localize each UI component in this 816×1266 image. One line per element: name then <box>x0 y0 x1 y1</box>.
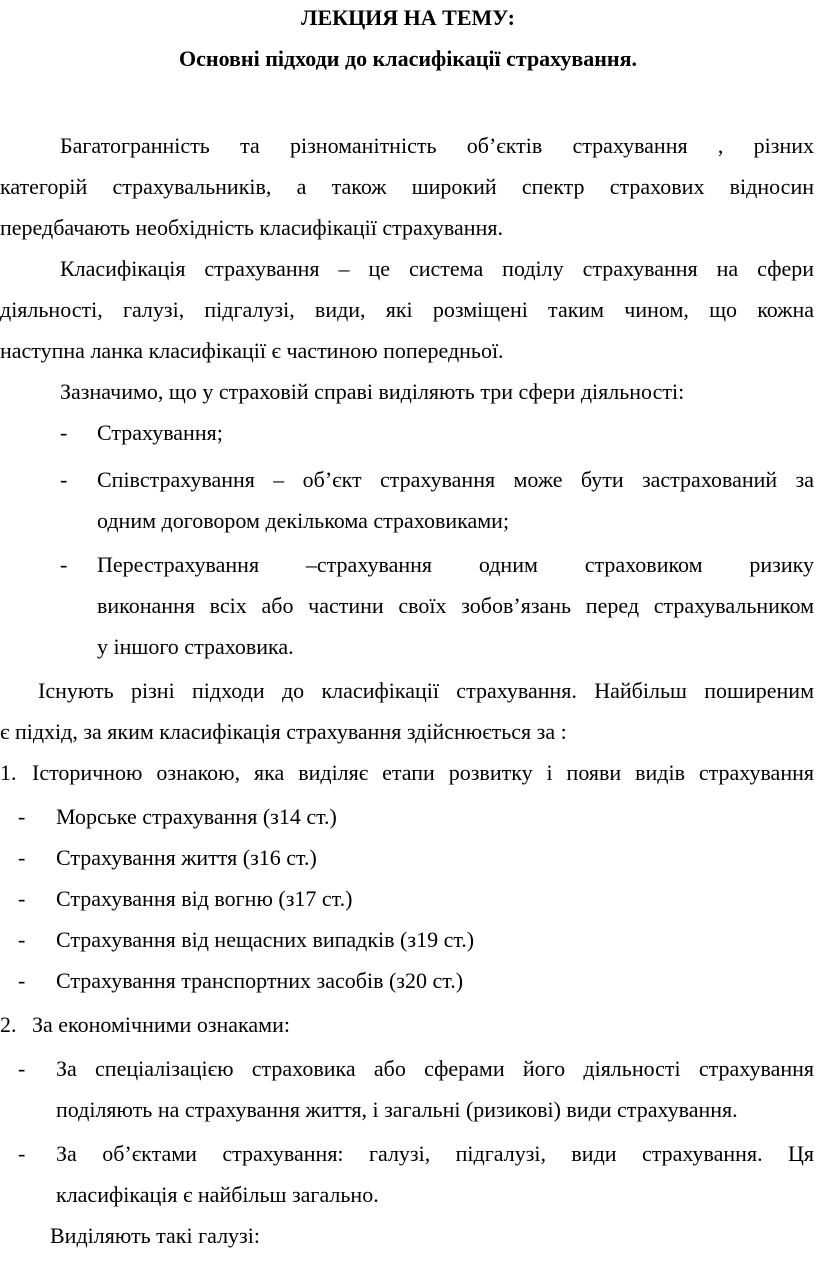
list-dash: - <box>18 804 26 829</box>
sphere-item-coinsurance-line-2: одним договором декількома страховиками; <box>97 508 510 533</box>
lecture-subtitle: Основні підходи до класифікації страхування. <box>179 46 637 71</box>
history-item-life: Страхування життя (з16 ст.) <box>56 845 317 870</box>
sphere-item-insurance: Страхування; <box>97 420 223 445</box>
sphere-item-reinsurance-line-2: виконання всіх або частини своїх зобов’язань перед страхувальником <box>97 593 814 618</box>
approaches-line-2: є підхід, за яким класифікація страхування здійснюється за : <box>0 719 567 744</box>
history-item-fire: Страхування від вогню (з17 ст.) <box>56 886 353 911</box>
lecture-title: ЛЕКЦИЯ НА ТЕМУ: <box>301 5 515 30</box>
sphere-item-coinsurance-line-1: Співстрахування – об’єкт страхування може бути застрахований за <box>97 467 814 492</box>
economic-item-objects-line-2: класифікація є найбільш загально. <box>56 1182 379 1207</box>
list-dash: - <box>60 420 68 445</box>
list-dash: - <box>18 1056 26 1081</box>
paragraph-3: Зазначимо, що у страховій справі виділяють три сфери діяльності: <box>60 379 685 404</box>
paragraph-1-line-2: категорій страхувальників, а також широкий спектр страхових відносин <box>0 174 814 199</box>
economic-item-specialization-line-2: поділяють на страхування життя, і загальні (ризикові) види страхування. <box>56 1097 738 1122</box>
history-item-accident: Страхування від нещасних випадків (з19 ст.) <box>56 927 475 952</box>
economic-item-objects-line-1: За об’єктами страхування: галузі, підгалузі, види страхування. Ця <box>56 1141 814 1166</box>
section-1-heading: Історичною ознакою, яка виділяє етапи розвитку і появи видів страхування <box>32 760 814 785</box>
paragraph-1-line-3: передбачають необхідність класифікації страхування. <box>0 215 503 240</box>
paragraph-2-line-2: діяльності, галузі, підгалузі, види, які розміщені таким чином, що кожна <box>0 297 814 322</box>
sphere-item-reinsurance-line-3: у іншого страховика. <box>97 634 294 659</box>
history-item-transport: Страхування транспортних засобів (з20 ст.) <box>56 968 464 993</box>
list-dash: - <box>18 886 26 911</box>
section-2-heading: За економічними ознаками: <box>32 1012 290 1037</box>
section-2-number: 2. <box>0 1012 17 1037</box>
list-dash: - <box>18 927 26 952</box>
branches-intro: Виділяють такі галузі: <box>50 1223 260 1248</box>
list-dash: - <box>60 552 68 577</box>
list-dash: - <box>18 845 26 870</box>
paragraph-1-line-1: Багатогранність та різноманітність об’єктів страхування , різних <box>60 133 814 158</box>
list-dash: - <box>18 1141 26 1166</box>
paragraph-2-line-1: Класифікація страхування – це система поділу страхування на сфери <box>60 256 814 281</box>
list-dash: - <box>60 467 68 492</box>
economic-item-specialization-line-1: За спеціалізацією страховика або сферами його діяльності страхування <box>56 1056 814 1081</box>
list-dash: - <box>18 968 26 993</box>
section-1-number: 1. <box>0 760 17 785</box>
sphere-item-reinsurance-line-1: Перестрахування –страхування одним страховиком ризику <box>97 552 814 577</box>
paragraph-2-line-3: наступна ланка класифікації є частиною попередньої. <box>0 338 504 363</box>
approaches-line-1: Існують різні підходи до класифікації страхування. Найбільш поширеним <box>38 678 814 703</box>
history-item-marine: Морське страхування (з14 ст.) <box>56 804 337 829</box>
